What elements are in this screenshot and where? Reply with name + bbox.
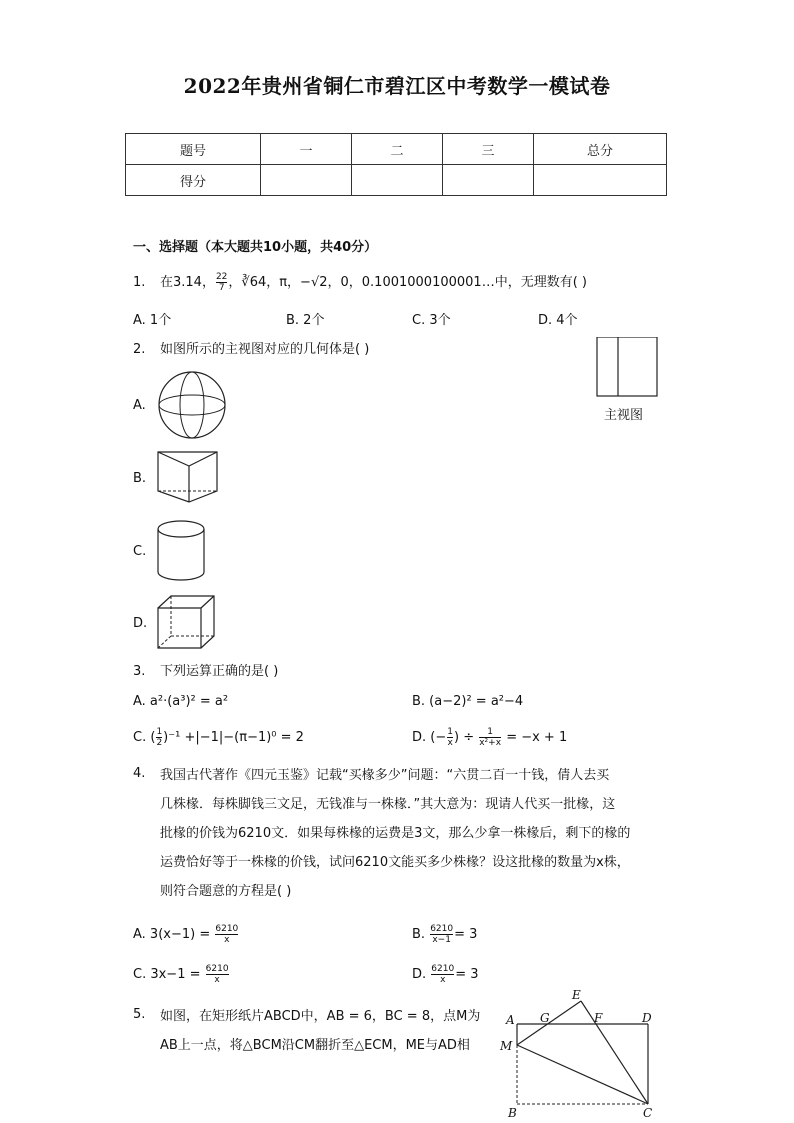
triangular-prism-figure — [157, 451, 219, 504]
denominator: x — [215, 934, 238, 945]
fraction — [216, 272, 227, 293]
page-title: 2022年贵州省铜仁市碧江区中考数学一模试卷 — [183, 74, 611, 98]
question-4-text — [160, 761, 670, 906]
denominator: 7 — [216, 282, 227, 293]
fraction — [447, 727, 453, 748]
text-line: 批椽的价钱为6210文．如果每株椽的运费是3文，那么少拿一株椽后，剩下的椽的 — [160, 826, 631, 841]
option-a[interactable] — [133, 924, 239, 945]
denominator: x−1 — [430, 934, 453, 945]
rectangle-fold-figure — [496, 986, 664, 1120]
text-line: AB上一点，将△BCM沿CM翻折至△ECM，ME与AD相 — [160, 1038, 470, 1053]
score-header-cell: 总分 — [534, 134, 667, 165]
option-d[interactable] — [412, 964, 479, 985]
option-c[interactable]: C. 3个 — [412, 313, 451, 328]
point-label-f: F — [594, 1011, 603, 1025]
numerator: 1 — [487, 727, 493, 737]
numerator: 6210 — [215, 924, 239, 934]
question-text: 如图所示的主视图对应的几何体是( ) — [160, 342, 370, 357]
option-label: D. — [412, 730, 427, 745]
question-text: 在3.14， — [160, 275, 215, 290]
denominator: x — [431, 974, 454, 985]
score-header-cell: 题号 — [126, 134, 261, 165]
score-cell[interactable] — [261, 165, 352, 196]
option-b[interactable]: B. 2个 — [286, 313, 325, 328]
option-text: = −x + 1 — [506, 730, 568, 745]
score-header-cell: 二 — [352, 134, 443, 165]
text-line: 我国古代著作《四元玉鉴》记载“买椽多少”问题：“六贯二百一十钱，倩人去买 — [160, 768, 610, 783]
numerator: 22 — [215, 272, 228, 282]
score-cell[interactable] — [352, 165, 443, 196]
question-text: ，∛64，π，−√2，0，0.1001000100001…中，无理数有( ) — [228, 275, 587, 290]
front-view-label: 主视图 — [604, 408, 644, 423]
score-header-cell: 一 — [261, 134, 352, 165]
option-d[interactable]: D. — [133, 616, 148, 631]
option-text: = 3 — [454, 927, 478, 942]
question-number: 3. — [133, 664, 146, 679]
fraction — [206, 964, 229, 985]
option-d[interactable]: D. (− $\frac{1}{x}$ ) ÷ $\frac{1}{\text{x²+x}}$ = −x + 1 — [412, 727, 568, 748]
text-line: 则符合题意的方程是( ) — [160, 884, 292, 899]
front-view-figure — [596, 337, 658, 397]
option-c[interactable]: C. ( $\frac{1}{2}$ )⁻¹ +|−1|−(π−1)⁰ = 2 — [133, 727, 304, 748]
option-c[interactable] — [133, 964, 230, 985]
option-c[interactable]: C. — [133, 544, 147, 559]
option-b[interactable] — [412, 924, 477, 945]
section-heading: 一、选择题（本大题共10小题，共40分） — [133, 240, 378, 255]
text-line: 如图，在矩形纸片ABCD中，AB = 6，BC = 8，点M为 — [160, 1009, 481, 1024]
denominator: 2 — [156, 738, 163, 748]
denominator: x²+x — [479, 738, 502, 748]
numerator: 6210 — [431, 964, 455, 974]
text-line: 运费恰好等于一株椽的价钱，试问6210文能买多少株椽？设这批椽的数量为x株， — [160, 855, 630, 870]
score-cell[interactable] — [443, 165, 534, 196]
numerator: 6210 — [205, 964, 229, 974]
score-cell[interactable] — [534, 165, 667, 196]
score-row-label: 得分 — [126, 165, 261, 196]
point-label-e: E — [572, 988, 581, 1002]
score-table — [125, 133, 667, 196]
option-a[interactable]: A. — [133, 398, 146, 413]
cylinder-figure — [157, 520, 207, 582]
question-number: 4. — [133, 766, 146, 781]
option-label: B. — [412, 927, 426, 942]
sphere-figure — [157, 370, 229, 440]
numerator: 1 — [156, 727, 163, 737]
question-2 — [133, 340, 369, 360]
denominator: x — [206, 974, 229, 985]
fraction — [431, 964, 454, 985]
question-text: 下列运算正确的是( ) — [160, 664, 279, 679]
option-b[interactable]: B. — [133, 471, 147, 486]
option-text: = 3 — [455, 967, 479, 982]
text-line: 几株椽．每株脚钱三文足，无钱准与一株椽．”其大意为：现请人代买一批椽，这 — [160, 797, 616, 812]
question-1 — [133, 272, 587, 293]
point-label-m: M — [500, 1039, 513, 1053]
option-label: C. — [133, 730, 147, 745]
question-3 — [133, 662, 278, 682]
option-text: ⁻¹ +|−1|−(π−1)⁰ = 2 — [168, 730, 304, 745]
point-label-g: G — [540, 1011, 550, 1025]
point-label-b: B — [508, 1106, 517, 1120]
option-b[interactable]: B. (a−2)² = a²−4 — [412, 694, 524, 709]
option-a[interactable]: A. a²·(a³)² = a² — [133, 694, 229, 709]
question-number: 1. — [133, 275, 146, 290]
numerator: 6210 — [430, 924, 454, 934]
point-label-c: C — [643, 1106, 653, 1120]
option-text: C. 3x−1 = — [133, 967, 201, 982]
question-number: 2. — [133, 342, 146, 357]
option-text: A. 3(x−1) = — [133, 927, 211, 942]
fraction — [156, 727, 162, 748]
fraction — [430, 924, 453, 945]
numerator: 1 — [447, 727, 453, 737]
score-table-score-row — [126, 165, 667, 196]
point-label-a: A — [506, 1013, 515, 1027]
option-d[interactable]: D. 4个 — [538, 313, 578, 328]
question-number: 5. — [133, 1007, 146, 1022]
point-label-d: D — [642, 1011, 652, 1025]
question-5-text — [160, 1002, 500, 1060]
fraction — [215, 924, 238, 945]
option-a[interactable]: A. 1个 — [133, 313, 172, 328]
fraction — [479, 727, 501, 748]
option-label: D. — [412, 967, 427, 982]
cube-figure — [157, 595, 215, 650]
score-table-header-row — [126, 134, 667, 165]
denominator: x — [447, 738, 453, 748]
score-header-cell: 三 — [443, 134, 534, 165]
